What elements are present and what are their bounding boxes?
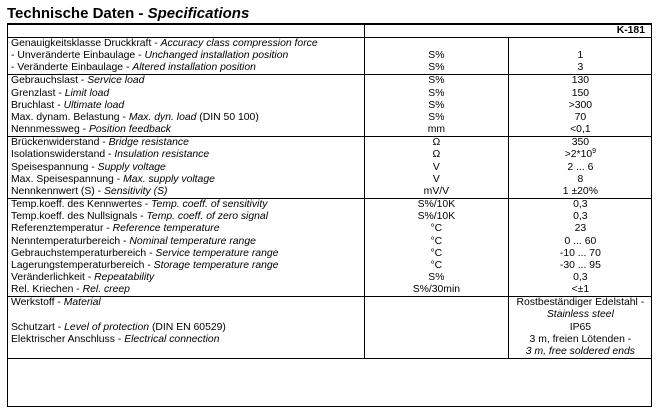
- parameter-label-en: Storage temperature range: [153, 259, 279, 271]
- value-text: 2 ... 6: [567, 161, 594, 173]
- parameter-label-de: Referenztemperatur: [11, 223, 104, 235]
- value-cell: [508, 272, 652, 284]
- table-row: [7, 38, 652, 51]
- value-text: -10 ... 70: [559, 247, 601, 259]
- value-cell: [508, 297, 652, 310]
- value-cell: [508, 309, 652, 321]
- value-text: >300: [568, 99, 593, 111]
- parameter-label-de: Grenzlast: [11, 87, 56, 99]
- parameter-label-de: Gebrauchstemperaturbereich: [11, 247, 147, 259]
- table-row: [7, 199, 652, 212]
- parameter-label-de: Max. dynam. Belastung: [11, 111, 120, 123]
- value-exponent: 9: [592, 148, 597, 156]
- value-cell: [508, 174, 652, 186]
- page-title: [7, 5, 249, 23]
- unit-cell: S%: [365, 50, 509, 62]
- value-cell: [508, 162, 652, 174]
- parameter-label-en: Rel. creep: [82, 284, 130, 296]
- value-cell: [508, 199, 652, 212]
- parameter-label-en: Unchanged installation position: [144, 50, 289, 62]
- parameter-cell: Nenntemperaturbereich - Nominal temperature range: [7, 236, 365, 248]
- value-text: Rostbeständiger Edelstahl -: [516, 297, 645, 309]
- table-row: [7, 211, 652, 223]
- parameter-label-de: Genauigkeitsklasse Druckkraft: [11, 38, 152, 49]
- table-row: [7, 284, 652, 297]
- parameter-label-en: Nominal temperature range: [129, 235, 256, 247]
- parameter-cell: Nennkennwert (S) - Sensitivity (S): [7, 186, 365, 199]
- value-text: 23: [574, 223, 587, 235]
- value-cell: [508, 346, 652, 359]
- value-text: 3: [577, 62, 584, 74]
- unit-cell: S%: [365, 272, 509, 284]
- parameter-cell: - Veränderte Einbaulage - Altered installation position: [7, 62, 365, 75]
- parameter-cell: Temp.koeff. des Nullsignals - Temp. coeff. of zero signal: [7, 211, 365, 223]
- value-cell: [508, 186, 652, 199]
- unit-cell: S%: [365, 62, 509, 75]
- parameter-label-en: Level of protection: [64, 321, 150, 333]
- parameter-label-en: Temp. coeff. of zero signal: [146, 211, 269, 223]
- table-row: [7, 346, 652, 359]
- parameter-label-de: Lagerungstemperaturbereich: [11, 259, 145, 271]
- value-text: 3 m, freien Lötenden -: [529, 333, 632, 345]
- parameter-cell: Temp.koeff. des Kennwertes - Temp. coeff. of sensitivity: [7, 199, 365, 212]
- parameter-cell: Elektrischer Anschluss - Electrical connection: [7, 334, 365, 346]
- parameter-label-en: Temp. coeff. of sensitivity: [151, 199, 268, 211]
- parameter-cell: Rel. Kriechen - Rel. creep: [7, 284, 365, 297]
- table-row: [7, 100, 652, 112]
- value-cell: [508, 62, 652, 75]
- parameter-standard: (DIN 50 100): [199, 111, 259, 123]
- table-row: [7, 62, 652, 75]
- parameter-label-en: Insulation resistance: [114, 149, 210, 161]
- title-separator: -: [134, 5, 148, 22]
- unit-cell: S%: [365, 75, 509, 88]
- parameter-label-de: Nenntemperaturbereich: [11, 235, 121, 247]
- value-cell: [508, 223, 652, 235]
- parameter-label-en: Service load: [87, 75, 145, 87]
- unit-cell: [365, 309, 509, 321]
- parameter-label-en: Position feedback: [88, 124, 171, 136]
- table-row: [7, 124, 652, 137]
- parameter-label-de: Speisespannung: [11, 161, 89, 173]
- table-row: [7, 149, 652, 161]
- value-text: <±1: [571, 284, 590, 296]
- parameter-label-en: Limit load: [64, 87, 110, 99]
- value-text: 70: [574, 111, 587, 123]
- unit-cell: [365, 322, 509, 334]
- value-cell: [508, 38, 652, 51]
- parameter-label-en: Max. supply voltage: [123, 173, 215, 185]
- value-cell: [508, 322, 652, 334]
- parameter-label-de: Elektrischer Anschluss: [11, 333, 115, 345]
- parameter-label-de: Isolationswiderstand: [11, 149, 106, 161]
- parameter-label-de: Bruchlast: [11, 99, 55, 111]
- value-cell: [508, 248, 652, 260]
- parameter-standard: (DIN EN 60529): [151, 321, 226, 333]
- parameter-label-en: Bridge resistance: [108, 137, 189, 149]
- value-text: 350: [571, 137, 590, 149]
- parameter-label-de: Rel. Kriechen: [11, 284, 74, 296]
- parameter-cell: Gebrauchslast - Service load: [7, 75, 365, 88]
- value-text: IP65: [569, 321, 592, 333]
- table-row: [7, 174, 652, 186]
- parameter-cell: [7, 346, 365, 359]
- unit-cell: S%: [365, 112, 509, 124]
- table-row: [7, 272, 652, 284]
- parameter-cell: Lagerungstemperaturbereich - Storage temperature range: [7, 260, 365, 272]
- parameter-label-en: Reference temperature: [112, 223, 220, 235]
- unit-cell: °C: [365, 260, 509, 272]
- parameter-label-de: Max. Speisespannung: [11, 173, 114, 185]
- table-row: [7, 75, 652, 88]
- unit-cell: Ω: [365, 137, 509, 150]
- parameter-cell: Max. Speisespannung - Max. supply voltage: [7, 174, 365, 186]
- parameter-label-de: Werkstoff: [11, 297, 55, 309]
- table-row: [7, 162, 652, 174]
- unit-cell: °C: [365, 236, 509, 248]
- parameter-label-de: Brückenwiderstand: [11, 137, 100, 149]
- unit-cell: [365, 334, 509, 346]
- table-row: [7, 223, 652, 235]
- unit-cell: V: [365, 162, 509, 174]
- value-cell: [508, 88, 652, 100]
- parameter-label-en: Electrical connection: [124, 333, 220, 345]
- specifications-table: [7, 24, 652, 359]
- table-row: [7, 248, 652, 260]
- table-row: [7, 88, 652, 100]
- table-row: [7, 137, 652, 150]
- unit-cell: mm: [365, 124, 509, 137]
- unit-cell: [365, 297, 509, 310]
- table-row: [7, 260, 652, 272]
- parameter-label-de: Temp.koeff. des Kennwertes: [11, 199, 142, 211]
- table-row: [7, 309, 652, 321]
- unit-cell: S%: [365, 100, 509, 112]
- unit-cell: Ω: [365, 149, 509, 161]
- table-row: [7, 236, 652, 248]
- value-text: 150: [571, 87, 590, 99]
- parameter-cell: Schutzart - Level of protection (DIN EN 60529): [7, 322, 365, 334]
- parameter-cell: Veränderlichkeit - Repeatability: [7, 272, 365, 284]
- parameter-label-en: Max. dyn. load: [128, 111, 197, 123]
- unit-cell: S%/10K: [365, 199, 509, 212]
- value-cell: [508, 334, 652, 346]
- table-row: [7, 322, 652, 334]
- table-row: [7, 112, 652, 124]
- parameter-cell: - Unveränderte Einbaulage - Unchanged installation position: [7, 50, 365, 62]
- value-text: 0 ... 60: [564, 235, 597, 247]
- value-text-en: 3 m, free soldered ends: [525, 345, 635, 357]
- parameter-label-en: Material: [63, 297, 101, 309]
- value-cell: [508, 284, 652, 297]
- parameter-label-en: Accuracy class compression force: [160, 38, 318, 49]
- parameter-label-en: Ultimate load: [63, 99, 125, 111]
- unit-cell: S%/10K: [365, 211, 509, 223]
- unit-cell: [365, 346, 509, 359]
- unit-cell: °C: [365, 248, 509, 260]
- parameter-cell: Nennmessweg - Position feedback: [7, 124, 365, 137]
- parameter-cell: [7, 309, 365, 321]
- parameter-cell: Genauigkeitsklasse Druckkraft - Accuracy class compression force: [7, 38, 365, 51]
- value-cell: [508, 100, 652, 112]
- parameter-label-en: Sensitivity (S): [103, 185, 168, 197]
- parameter-cell: Bruchlast - Ultimate load: [7, 100, 365, 112]
- parameter-label-de: Veränderlichkeit: [11, 271, 85, 283]
- parameter-cell: Brückenwiderstand - Bridge resistance: [7, 137, 365, 150]
- value-text: 8: [577, 173, 584, 185]
- value-text: 1: [577, 50, 584, 62]
- parameter-cell: Werkstoff - Material: [7, 297, 365, 310]
- parameter-label-de: Gebrauchslast: [11, 75, 78, 87]
- value-text: -30 ... 95: [559, 259, 601, 271]
- model-number: K-181: [616, 25, 645, 36]
- parameter-cell: Speisespannung - Supply voltage: [7, 162, 365, 174]
- value-text: >2*10: [564, 149, 593, 161]
- unit-cell: V: [365, 174, 509, 186]
- table-row: [7, 334, 652, 346]
- parameter-cell: Isolationswiderstand - Insulation resistance: [7, 149, 365, 161]
- parameter-label-de: Temp.koeff. des Nullsignals: [11, 211, 138, 223]
- value-text: 0,3: [573, 211, 588, 223]
- value-text: 0,3: [573, 271, 588, 283]
- value-cell: [508, 50, 652, 62]
- value-text-en: Stainless steel: [546, 309, 614, 321]
- parameter-label-de: - Unveränderte Einbaulage: [11, 50, 136, 62]
- value-cell: [508, 149, 652, 161]
- value-text: 0,3: [573, 199, 588, 211]
- table-row: [7, 50, 652, 62]
- parameter-label-en: Repeatability: [94, 271, 155, 283]
- unit-cell: S%: [365, 88, 509, 100]
- table-row: [7, 186, 652, 199]
- parameter-label-en: Altered installation position: [132, 62, 256, 74]
- value-cell: [508, 137, 652, 150]
- parameter-cell: Grenzlast - Limit load: [7, 88, 365, 100]
- value-cell: [508, 75, 652, 88]
- unit-cell: mV/V: [365, 186, 509, 199]
- table-row: [7, 297, 652, 310]
- value-text: 130: [571, 75, 590, 87]
- value-cell: [508, 236, 652, 248]
- parameter-cell: Max. dynam. Belastung - Max. dyn. load (DIN 50 100): [7, 112, 365, 124]
- title-en: Specifications: [147, 5, 250, 22]
- title-de: Technische Daten: [7, 5, 135, 22]
- value-cell: [508, 124, 652, 137]
- parameter-cell: Referenztemperatur - Reference temperature: [7, 223, 365, 235]
- parameter-label-en: Service temperature range: [155, 247, 279, 259]
- value-cell: [508, 211, 652, 223]
- unit-cell: S%/30min: [365, 284, 509, 297]
- parameter-label-de: - Veränderte Einbaulage: [11, 62, 124, 74]
- unit-cell: [365, 38, 509, 51]
- value-cell: [508, 112, 652, 124]
- value-text: 1 ±20%: [562, 185, 598, 197]
- parameter-label-de: Nennkennwert (S): [11, 185, 95, 197]
- unit-cell: °C: [365, 223, 509, 235]
- parameter-label-en: Supply voltage: [97, 161, 166, 173]
- parameter-label-de: Nennmessweg: [11, 124, 80, 136]
- value-cell: [508, 260, 652, 272]
- parameter-cell: Gebrauchstemperaturbereich - Service temperature range: [7, 248, 365, 260]
- value-text: <0,1: [570, 124, 591, 136]
- parameter-label-de: Schutzart: [11, 321, 55, 333]
